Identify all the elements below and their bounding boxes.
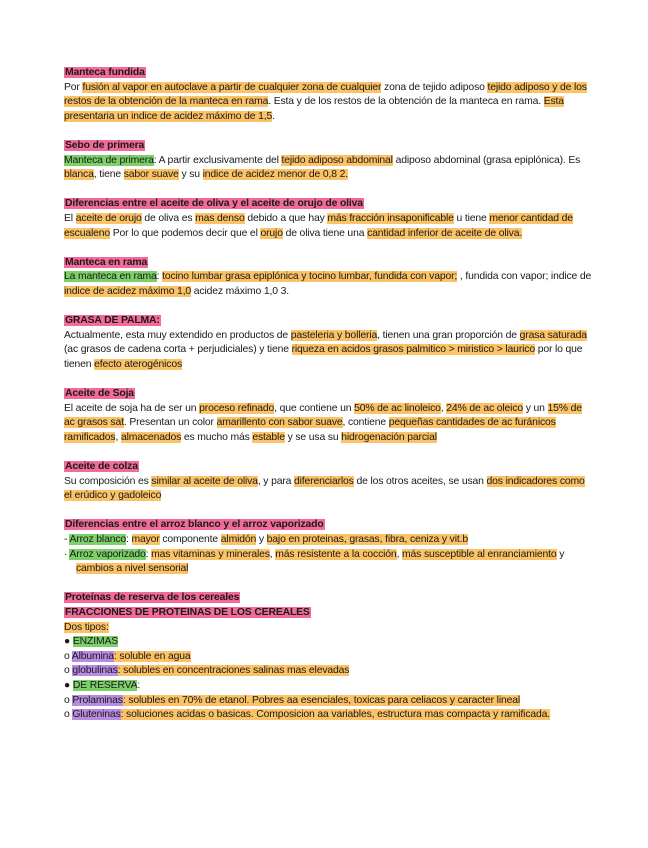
highlighted-text: pequeñas cantidades de ac furánicos ramificados — [64, 417, 556, 443]
highlighted-text: tejido adiposo abdominal — [281, 154, 393, 166]
text-run: El aceite de soja ha de ser un — [64, 402, 200, 414]
highlighted-text: Arroz vaporizado — [69, 548, 146, 560]
section-heading — [64, 387, 594, 402]
text-run: de los otros aceites, se usan — [353, 475, 487, 487]
highlighted-text: menor cantidad de escualeno — [64, 212, 573, 239]
section-subheading — [64, 606, 594, 621]
text-run: : — [145, 548, 152, 560]
section-heading — [64, 460, 594, 475]
paragraph — [64, 329, 594, 373]
text-run: . Presentan un color — [123, 417, 217, 429]
highlighted-text: mayor — [131, 534, 160, 545]
highlighted-text: Manteca de primera — [64, 154, 154, 166]
highlighted-text: más susceptible al enranciamiento — [402, 548, 557, 560]
section-heading — [64, 518, 594, 533]
list-item — [64, 708, 594, 723]
text-run: - — [64, 534, 70, 545]
text-run: , tienen una gran proporción de — [377, 329, 520, 341]
highlighted-text: Arroz blanco — [69, 534, 127, 545]
highlighted-text: Dos tipos: — [64, 621, 109, 633]
text-run: : — [137, 679, 141, 691]
section-heading — [64, 314, 594, 329]
text-run: , y para — [257, 475, 295, 487]
highlighted-text: almidón — [220, 534, 257, 545]
list-item — [64, 694, 594, 709]
text-run: Por — [64, 81, 83, 93]
highlighted-text: 15% de ac grasos sat — [64, 402, 582, 429]
highlighted-text: efecto aterogénicos — [94, 358, 182, 370]
text-run: de oliva es — [141, 212, 196, 224]
note-section — [64, 66, 594, 124]
highlighted-text: grasa saturada — [519, 329, 587, 341]
list-item — [64, 533, 594, 548]
highlighted-text: ENZIMAS — [72, 636, 119, 648]
text-run: zona de tejido adiposo — [381, 81, 488, 93]
highlighted-text: proceso refinado — [199, 402, 275, 414]
text-run: Actualmente, esta muy extendido en productos de — [64, 329, 291, 341]
highlighted-text: similar al aceite de oliva — [151, 475, 258, 487]
highlighted-text: Diferencias entre el arroz blanco y el arroz vaporizado — [65, 519, 324, 531]
highlighted-text: FRACCIONES DE PROTEINAS DE LOS CEREALES — [65, 606, 310, 618]
section-heading — [64, 197, 594, 212]
highlighted-text: : solubles en concentraciones salinas mas elevadas — [117, 665, 350, 677]
highlighted-text: más resistente a la cocción — [275, 548, 397, 560]
text-run: ● — [64, 679, 73, 691]
text-run: . Esta y de los restos de la obtención de la manteca en rama. — [268, 96, 544, 108]
text-run: , contiene — [342, 417, 389, 429]
paragraph — [64, 81, 594, 125]
highlighted-text: aceite de orujo — [75, 212, 142, 224]
highlighted-text: Manteca en rama — [65, 256, 148, 268]
document-body — [64, 66, 594, 737]
text-run: , fundida con vapor; indice de — [457, 271, 592, 283]
list-item — [64, 679, 594, 694]
text-run: , — [269, 548, 276, 560]
note-section — [64, 387, 594, 445]
paragraph — [64, 154, 594, 183]
note-section — [64, 314, 594, 372]
highlighted-text: estable — [252, 431, 285, 443]
text-run: debido a que hay — [244, 212, 328, 224]
paragraph — [64, 212, 594, 241]
text-run: y se usa su — [284, 431, 342, 443]
highlighted-text: 50% de ac linoleico — [354, 402, 441, 414]
note-section — [64, 197, 594, 241]
text-run: ● — [64, 636, 73, 648]
highlighted-text: Aceite de Soja — [65, 388, 134, 400]
text-run: acidez máximo 1,0 3. — [191, 285, 289, 297]
text-run: El — [64, 212, 76, 224]
highlighted-text: 24% de ac oleico — [446, 402, 523, 414]
text-run: , — [115, 431, 121, 443]
section-heading — [64, 66, 594, 81]
highlighted-text: diferenciarlos — [294, 475, 354, 487]
highlighted-text: : solubles en 70% de etanol. Pobres aa esenciales, toxicas para celiacos y caracter lineal — [122, 694, 521, 706]
text-run: o — [64, 650, 72, 662]
section-heading — [64, 256, 594, 271]
paragraph — [64, 475, 594, 504]
text-run: : — [126, 534, 132, 545]
text-run: u tiene — [453, 212, 490, 224]
highlighted-text: Aceite de colza — [65, 461, 138, 473]
note-section — [64, 256, 594, 300]
text-run: Por lo que podemos decir que el — [110, 227, 261, 239]
text-run: , tiene — [93, 169, 124, 181]
highlighted-text: fusión al vapor en autoclave a partir de cualquier zona de cualquier — [82, 81, 382, 93]
paragraph — [64, 402, 594, 446]
list-item — [64, 548, 594, 577]
text-run: por lo que tienen — [64, 344, 583, 370]
list-item — [64, 650, 594, 665]
highlighted-text: dos indicadores como el erúdico y gadoleico — [64, 475, 585, 502]
section-heading — [64, 591, 594, 606]
highlighted-text: indice de acidez máximo 1,0 — [64, 285, 192, 297]
text-run: o — [64, 694, 73, 706]
text-run: : A partir exclusivamente del — [153, 154, 282, 166]
highlighted-text: Diferencias entre el aceite de oliva y el aceite de orujo de oliva — [65, 198, 363, 210]
text-run: o — [64, 709, 73, 721]
highlighted-text: Esta presentaria un indice de acidez máximo de 1,5 — [64, 96, 564, 122]
highlighted-text: Albumina — [71, 650, 114, 662]
text-run: componente — [159, 534, 221, 545]
note-section — [64, 139, 594, 183]
highlighted-text: riqueza en acidos grasos palmitico > miristico > laurico — [291, 344, 535, 356]
note-section — [64, 460, 594, 504]
highlighted-text: Manteca fundida — [65, 67, 145, 78]
highlighted-text: Prolaminas — [72, 694, 123, 706]
highlighted-text: mas denso — [195, 212, 245, 224]
list-item — [64, 635, 594, 650]
text-run: : — [156, 271, 163, 283]
highlighted-text: : soluciones acidas o basicas. Composicion aa variables, estructura mas compacta y ramificada. — [120, 709, 550, 721]
highlighted-text: almacenados — [120, 431, 182, 443]
text-run: y — [256, 534, 267, 545]
text-run: de oliva tiene una — [282, 227, 368, 239]
highlighted-text: pasteleria y bolleria — [290, 329, 378, 341]
text-run: y un — [523, 402, 548, 414]
highlighted-text: Sebo de primera — [65, 139, 145, 151]
text-run: es mucho más — [181, 431, 253, 443]
highlighted-text: amarillento con sabor suave — [216, 417, 343, 429]
highlighted-text: GRASA DE PALMA: — [65, 315, 160, 327]
text-run: , — [440, 402, 447, 414]
list-item — [64, 664, 594, 679]
note-section — [64, 591, 594, 722]
highlighted-text: indice de acidez menor de 0,8 2. — [202, 169, 349, 181]
highlighted-text: hidrogenación parcial — [341, 431, 437, 443]
paragraph — [64, 270, 594, 299]
highlighted-text: tocino lumbar grasa epiplónica y tocino lumbar, fundida con vapor; — [162, 271, 458, 283]
highlighted-text: Proteínas de reserva de los cereales — [65, 592, 240, 604]
highlighted-text: DE RESERVA — [72, 679, 138, 691]
highlighted-text: más fracción insaponificable — [327, 212, 454, 224]
highlighted-text: orujo — [260, 227, 283, 239]
section-heading — [64, 139, 594, 154]
list-item — [64, 621, 594, 636]
highlighted-text: mas vitaminas y minerales — [151, 548, 270, 560]
highlighted-text: sabor suave — [123, 169, 179, 181]
highlighted-text: La manteca en rama — [64, 271, 157, 283]
highlighted-text: cantidad inferior de aceite de oliva. — [367, 227, 523, 239]
highlighted-text: cambios a nivel sensorial — [76, 563, 189, 575]
highlighted-text: globulinas — [72, 665, 118, 677]
highlighted-text: Gluteninas — [72, 709, 121, 721]
highlighted-text: tejido adiposo y de los restos de la obtención de la manteca en rama — [64, 81, 587, 108]
text-run: Su composición es — [64, 475, 152, 487]
text-run: y su — [178, 169, 203, 181]
text-run: . — [272, 110, 275, 122]
note-section — [64, 518, 594, 576]
highlighted-text: blanca — [64, 169, 94, 181]
highlighted-text: soluble en agua — [119, 650, 191, 662]
text-run: o — [64, 665, 73, 677]
highlighted-text: : — [113, 650, 120, 662]
text-run: y — [556, 548, 565, 560]
text-run: (ac grasos de cadena corta + perjudiciales) y tiene — [64, 344, 292, 356]
text-run: · — [64, 548, 70, 560]
text-run: , que contiene un — [274, 402, 355, 414]
highlighted-text: bajo en proteinas, grasas, fibra, ceniza y vit.b — [266, 534, 468, 545]
text-run: adiposo abdominal (grasa epiplónica). Es — [392, 154, 581, 166]
text-run: , — [396, 548, 403, 560]
